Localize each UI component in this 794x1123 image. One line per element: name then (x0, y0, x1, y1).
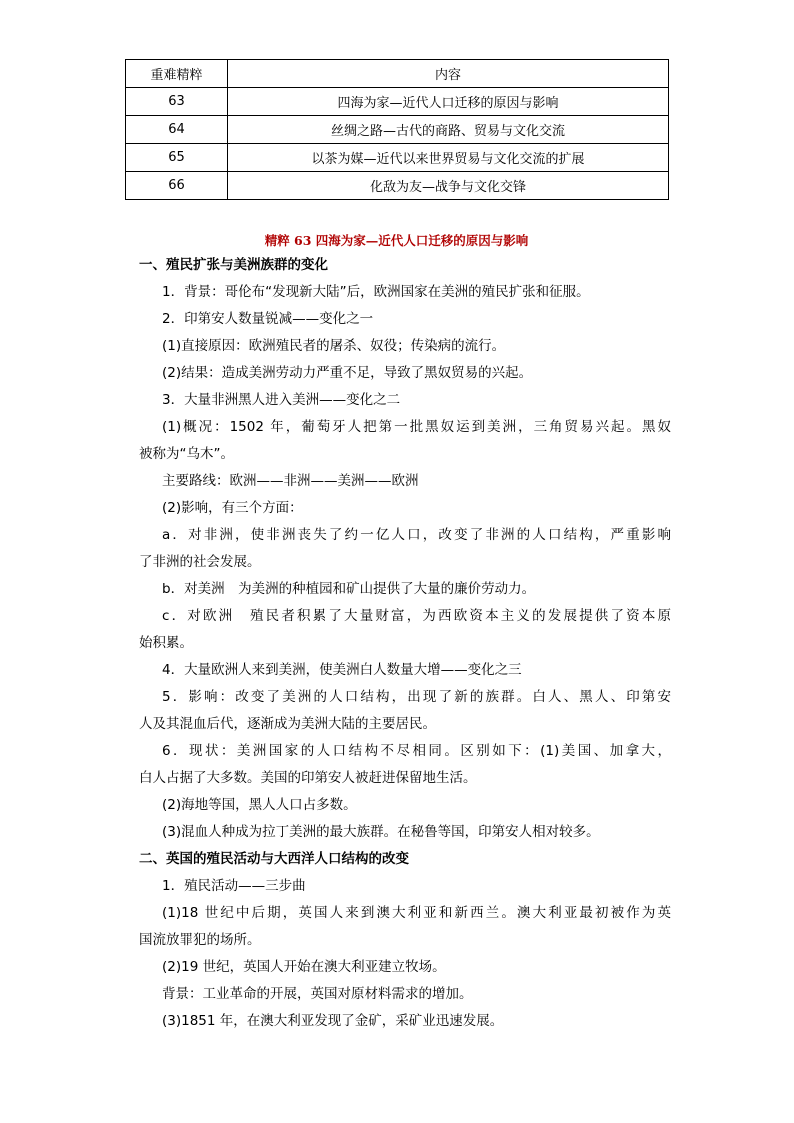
text-line: (1)18 世纪中后期，英国人来到澳大利亚和新西兰。澳大利亚最初被作为英 (162, 905, 671, 921)
text-line: 6．现状：美洲国家的人口结构不尽相同。区别如下：(1)美国、加拿大， (162, 743, 671, 759)
heading-two: 二、英国的殖民活动与大西洋人口结构的改变 (139, 851, 409, 867)
text-line: 白人占据了大多数。美国的印第安人被赶进保留地生活。 (139, 770, 477, 786)
heading-one: 一、殖民扩张与美洲族群的变化 (139, 257, 328, 273)
text-line: 人及其混血后代，逐渐成为美洲大陆的主要居民。 (139, 716, 436, 732)
text-line: 5．影响：改变了美洲的人口结构，出现了新的族群。白人、黑人、印第安 (162, 689, 671, 705)
table-cell-num: 63 (126, 88, 228, 116)
text-line: 被称为“乌木”。 (139, 446, 234, 462)
text-line: 1．殖民活动——三步曲 (162, 878, 306, 894)
table-cell-num: 66 (126, 172, 228, 200)
text-line: (1)概况：1502 年，葡萄牙人把第一批黑奴运到美洲，三角贸易兴起。黑奴 (162, 419, 671, 435)
text-line: c．对欧洲 殖民者积累了大量财富，为西欧资本主义的发展提供了资本原 (162, 608, 671, 624)
text-line: 3．大量非洲黑人进入美洲——变化之二 (162, 392, 401, 408)
table-cell-num: 65 (126, 144, 228, 172)
table-cell-content: 丝绸之路—古代的商路、贸易与文化交流 (228, 116, 669, 144)
table-header-row (126, 60, 669, 88)
table-cell-content: 四海为家—近代人口迁移的原因与影响 (228, 88, 669, 116)
table-cell-num: 64 (126, 116, 228, 144)
text-line: (2)19 世纪，英国人开始在澳大利亚建立牧场。 (162, 959, 446, 975)
text-line: (2)海地等国，黑人人口占多数。 (162, 797, 357, 813)
table-row (126, 144, 669, 172)
topics-table (125, 59, 669, 200)
table-header-cell: 内容 (228, 60, 669, 88)
text-line: (3)混血人种成为拉丁美洲的最大族群。在秘鲁等国，印第安人相对较多。 (162, 824, 600, 840)
text-line: 背景：工业革命的开展，英国对原材料需求的增加。 (162, 986, 473, 1002)
text-line: a．对非洲，使非洲丧失了约一亿人口，改变了非洲的人口结构，严重影响 (162, 527, 671, 543)
text-line: 4．大量欧洲人来到美洲，使美洲白人数量大增——变化之三 (162, 662, 522, 678)
table-row (126, 88, 669, 116)
text-line: 2．印第安人数量锐减——变化之一 (162, 311, 374, 327)
text-line: b．对美洲 为美洲的种植园和矿山提供了大量的廉价劳动力。 (162, 581, 536, 597)
text-line: (3)1851 年，在澳大利亚发现了金矿，采矿业迅速发展。 (162, 1013, 504, 1029)
text-line: 国流放罪犯的场所。 (139, 932, 261, 948)
table-cell-content: 化敌为友—战争与文化交锋 (228, 172, 669, 200)
text-line: (2)结果：造成美洲劳动力严重不足，导致了黑奴贸易的兴起。 (162, 365, 533, 381)
text-line: (2)影响，有三个方面： (162, 500, 303, 516)
text-line: 始积累。 (139, 635, 193, 651)
text-line: 1．背景：哥伦布“发现新大陆”后，欧洲国家在美洲的殖民扩张和征服。 (162, 284, 590, 300)
section-title: 精粹 63 四海为家—近代人口迁移的原因与影响 (264, 233, 529, 248)
table-row (126, 172, 669, 200)
text-line: 主要路线：欧洲——非洲——美洲——欧洲 (162, 473, 419, 489)
text-line: 了非洲的社会发展。 (139, 554, 261, 570)
table-header-cell: 重难精粹 (126, 60, 228, 88)
table-cell-content: 以茶为媒—近代以来世界贸易与文化交流的扩展 (228, 144, 669, 172)
body-text (139, 252, 671, 1035)
text-line: (1)直接原因：欧洲殖民者的屠杀、奴役；传染病的流行。 (162, 338, 506, 354)
table-row (126, 116, 669, 144)
